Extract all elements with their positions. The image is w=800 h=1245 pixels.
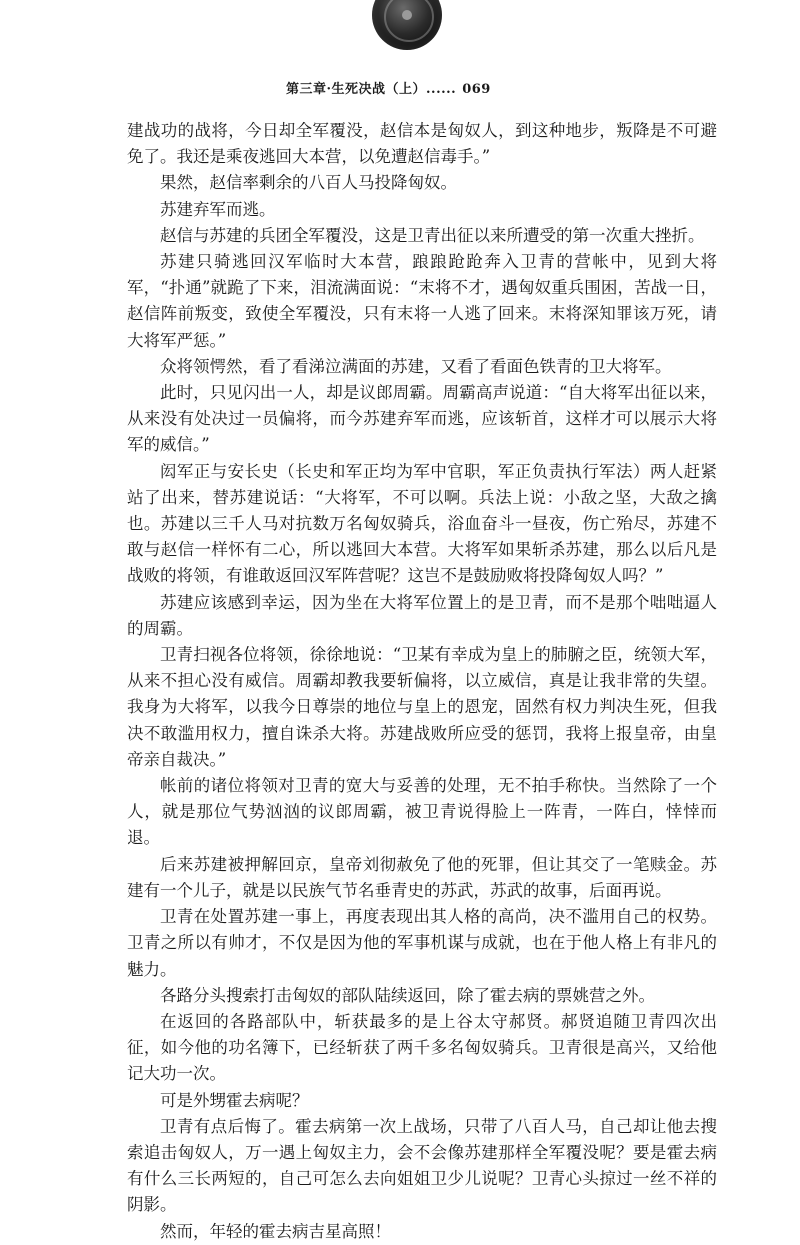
paragraph: 果然，赵信率剩余的八百人马投降匈奴。	[160, 173, 457, 193]
paragraph: 可是外甥霍去病呢？	[160, 1090, 309, 1110]
paragraph: 苏建应该感到幸运，因为坐在大将军位置上的是卫青，而不是那个咄咄逼人的周霸。	[127, 592, 717, 638]
paragraph: 帐前的诸位将领对卫青的宽大与妥善的处理，无不拍手称快。当然除了一个人，就是那位气势汹汹的议郎周霸，被卫青说得脸上一阵青，一阵白，悻悻而退。	[127, 776, 717, 848]
paragraph: 卫青有点后悔了。霍去病第一次上战场，只带了八百人马，自己却让他去搜索追击匈奴人，万一遇上匈奴主力，会不会像苏建那样全军覆没呢？要是霍去病有什么三长两短的，自己可怎么去向姐姐卫少儿说呢？卫青心头掠过一丝不祥的阴影。	[127, 1116, 717, 1215]
paragraph: 苏建弃军而逃。	[160, 199, 276, 219]
paragraph: 卫青在处置苏建一事上，再度表现出其人格的高尚，决不滥用自己的权势。卫青之所以有帅才，不仅是因为他的军事机谋与成就，也在于他人格上有非凡的魅力。	[127, 907, 717, 979]
paragraph: 闳军正与安长史（长史和军正均为军中官职，军正负责执行军法）两人赶紧站了出来，替苏建说话：“大将军，不可以啊。兵法上说：小敌之坚，大敌之擒也。苏建以三千人马对抗数万名匈奴骑兵，浴血奋斗一昼夜，伤亡殆尽，苏建不敢与赵信一样怀有二心，所以逃回大本营。大将军如果斩杀苏建，那么以后凡是战败的将领，有谁敢返回汉军阵营呢？这岂不是鼓励败将投降匈奴人吗？”	[127, 461, 717, 586]
bronze-mirror-icon	[372, 0, 442, 52]
ornament-center	[402, 10, 412, 20]
body-text	[127, 118, 717, 1245]
paragraph: 卫青扫视各位将领，徐徐地说：“卫某有幸成为皇上的肺腑之臣，统领大军，从来不担心没有威信。周霸却教我要斩偏将，以立威信，真是让我非常的失望。我身为大将军，以我今日尊崇的地位与皇上的恩宠，固然有权力判决生死，但我决不敢滥用权力，擅自诛杀大将。苏建战败所应受的惩罚，我将上报皇帝，由皇帝亲自裁决。”	[127, 645, 717, 769]
paragraph: 此时，只见闪出一人，却是议郎周霸。周霸高声说道：“自大将军出征以来，从来没有处决过一员偏将，而今苏建弃军而逃，应该斩首，这样才可以展示大将军的威信。”	[127, 383, 717, 455]
running-head	[286, 78, 491, 97]
paragraph: 赵信与苏建的兵团全军覆没，这是卫青出征以来所遭受的第一次重大挫折。	[160, 225, 705, 245]
page-number: 069	[462, 82, 491, 97]
paragraph: 建战功的战将，今日却全军覆没，赵信本是匈奴人，到这种地步，叛降是不可避免了。我还是乘夜逃回大本营，以免遭赵信毒手。”	[127, 121, 717, 167]
paragraph: 后来苏建被押解回京，皇帝刘彻赦免了他的死罪，但让其交了一笔赎金。苏建有一个儿子，就是以民族气节名垂青史的苏武，苏武的故事，后面再说。	[127, 854, 717, 900]
paragraph: 各路分头搜索打击匈奴的部队陆续返回，除了霍去病的票姚营之外。	[160, 985, 655, 1005]
paragraph: 在返回的各路部队中，斩获最多的是上谷太守郝贤。郝贤追随卫青四次出征，如今他的功名簿下，已经斩获了两千多名匈奴骑兵。卫青很是高兴，又给他记大功一次。	[127, 1011, 717, 1084]
paragraph: 众将领愕然，看了看涕泣满面的苏建，又看了看面色铁青的卫大将军。	[160, 356, 672, 376]
paragraph: 苏建只骑逃回汉军临时大本营，踉踉跄跄奔入卫青的营帐中，见到大将军，“扑通”就跪了下来，泪流满面说：“末将不才，遇匈奴重兵围困，苦战一日，赵信阵前叛变，致使全军覆没，只有末将一人逃了回来。末将深知罪该万死，请大将军严惩。”	[127, 252, 717, 350]
chapter-title: 第三章·生死决战（上）......	[286, 82, 457, 97]
paragraph: 然而，年轻的霍去病吉星高照！	[160, 1221, 391, 1241]
